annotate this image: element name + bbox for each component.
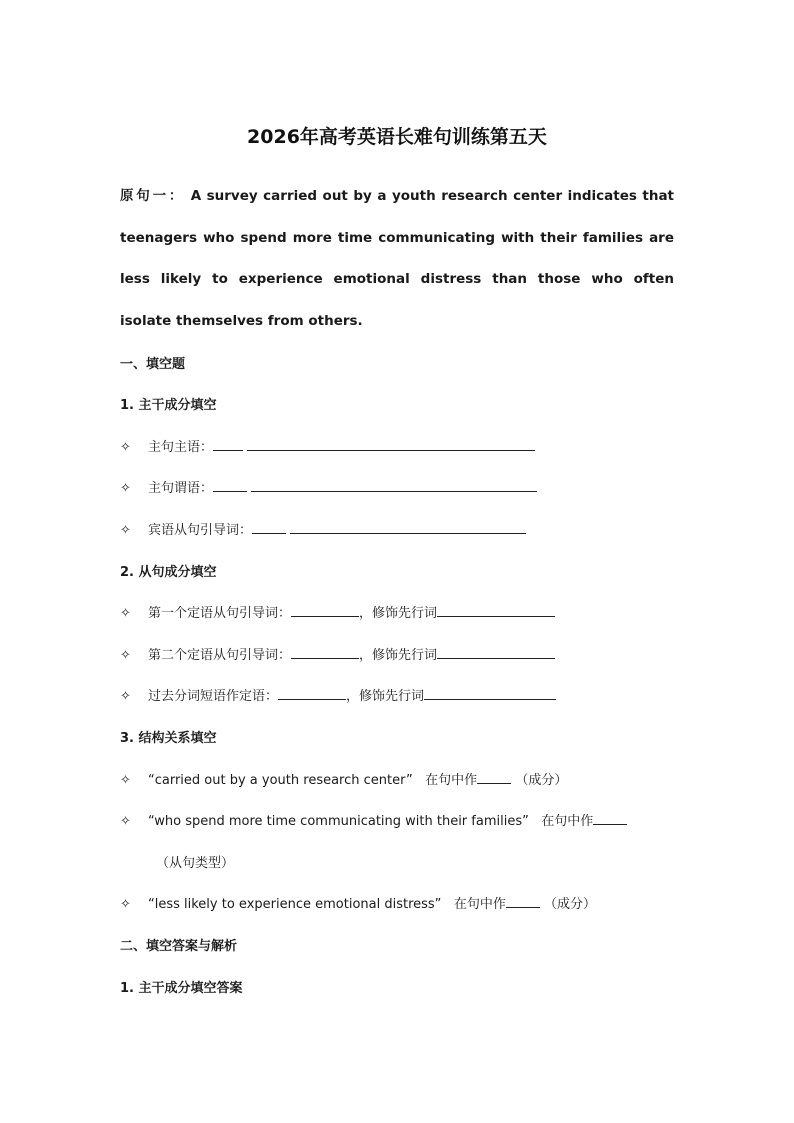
item-suffix: ，修饰先行词 — [359, 606, 438, 621]
part-3-heading: 3. 结构关系填空 — [120, 731, 217, 746]
document-title: 2026年高考英语长难句训练第五天 — [247, 126, 547, 148]
item-label: 在句中作 — [425, 773, 478, 788]
fill-item-second-attributive-clause — [120, 644, 555, 663]
answer-blank[interactable] — [477, 770, 511, 784]
section-1-heading: 一、填空题 — [120, 357, 186, 372]
bullet-icon: ✧ — [120, 648, 131, 663]
bullet-icon: ✧ — [120, 606, 131, 621]
original-sentence — [120, 176, 674, 342]
original-label: 原句一： — [120, 188, 186, 204]
bullet-icon: ✧ — [120, 689, 131, 704]
item-suffix: ，修饰先行词 — [359, 648, 438, 663]
quoted-phrase: “less likely to experience emotional distress” — [148, 897, 442, 912]
answer-blank[interactable] — [424, 686, 556, 700]
bullet-icon: ✧ — [120, 523, 131, 538]
part-1-heading: 1. 主干成分填空 — [120, 398, 217, 413]
structure-item-2-hint: （从句类型） — [156, 856, 235, 871]
bullet-icon: ✧ — [120, 773, 131, 788]
quoted-phrase: “who spend more time communicating with their families” — [148, 814, 529, 829]
bullet-icon: ✧ — [120, 440, 131, 455]
bullet-icon: ✧ — [120, 481, 131, 496]
item-label: 在句中作 — [541, 814, 594, 829]
answer-blank[interactable] — [437, 645, 555, 659]
answer-blank[interactable] — [593, 811, 627, 825]
part-4-heading: 1. 主干成分填空答案 — [120, 981, 243, 996]
answer-blank[interactable] — [251, 478, 537, 492]
item-label: 过去分词短语作定语： — [148, 689, 279, 704]
answer-blank[interactable] — [278, 686, 346, 700]
answer-blank[interactable] — [506, 894, 540, 908]
answer-blank[interactable] — [437, 603, 555, 617]
fill-item-past-participle-phrase — [120, 685, 556, 704]
item-label: 第二个定语从句引导词： — [148, 648, 292, 663]
structure-item-3 — [120, 893, 596, 912]
section-2-heading: 二、填空答案与解析 — [120, 939, 238, 954]
fill-item-main-predicate — [120, 477, 537, 496]
item-hint: （成分） — [515, 773, 568, 788]
fill-item-main-subject — [120, 436, 535, 455]
item-label: 主句主语： — [148, 440, 214, 455]
original-text: A survey carried out by a youth research center indicates that teenagers who spend more time communicating with their families are less likely to experience emotional distress than those who often isolate themselves from others. — [120, 188, 675, 329]
quoted-phrase: “carried out by a youth research center” — [148, 773, 413, 788]
answer-blank[interactable] — [213, 437, 243, 451]
answer-blank[interactable] — [291, 603, 359, 617]
item-label: 第一个定语从句引导词： — [148, 606, 292, 621]
bullet-icon: ✧ — [120, 814, 131, 829]
answer-blank[interactable] — [291, 645, 359, 659]
structure-item-1 — [120, 769, 567, 788]
structure-item-2 — [120, 810, 627, 829]
answer-blank[interactable] — [252, 520, 286, 534]
item-label: 在句中作 — [453, 897, 506, 912]
item-hint: （成分） — [543, 897, 596, 912]
item-label: 主句谓语： — [148, 481, 214, 496]
bullet-icon: ✧ — [120, 897, 131, 912]
fill-item-first-attributive-clause — [120, 602, 555, 621]
fill-item-object-clause-connector — [120, 519, 526, 538]
item-suffix: ，修饰先行词 — [346, 689, 425, 704]
answer-blank[interactable] — [290, 520, 526, 534]
item-label: 宾语从句引导词： — [148, 523, 253, 538]
part-2-heading: 2. 从句成分填空 — [120, 565, 217, 580]
answer-blank[interactable] — [213, 478, 247, 492]
answer-blank[interactable] — [247, 437, 535, 451]
